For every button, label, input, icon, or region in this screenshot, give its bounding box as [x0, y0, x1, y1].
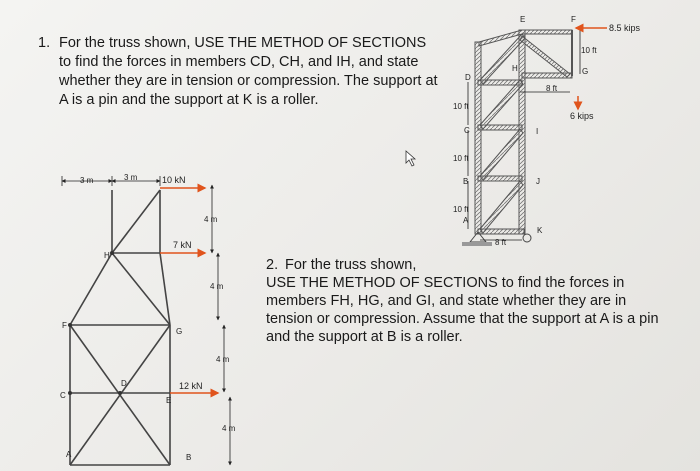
dim-10ft-2: 10 ft — [453, 154, 469, 163]
joint — [118, 391, 122, 395]
dim-10ft-1: 10 ft — [453, 102, 469, 111]
node2-k: K — [537, 226, 543, 235]
node-b: B — [186, 453, 192, 462]
node2-a: A — [463, 216, 469, 225]
node2-i: I — [536, 127, 539, 136]
load-6-kips: 6 kips — [570, 111, 594, 121]
node-a: A — [66, 450, 72, 459]
node-f: F — [62, 321, 67, 330]
node-c: C — [60, 391, 66, 400]
node2-g: G — [582, 67, 589, 76]
dim-10ft-3: 10 ft — [453, 205, 469, 214]
problem-2-lead: For the truss shown, — [285, 257, 417, 273]
truss-2-diagram — [462, 28, 607, 246]
problem-1-number: 1. — [38, 35, 51, 51]
dim-4m-1: 4 m — [204, 215, 218, 224]
dim-8ft-bottom: 8 ft — [495, 238, 507, 247]
problem-1-text: For the truss shown, USE THE METHOD OF SECTIONS to find the forces in members CD, CH, and IH, and state whether they are in tension or compression. The support at A is a pin and the support at K is a roller. — [59, 35, 438, 108]
dim-10ft-top: 10 ft — [581, 46, 597, 55]
joint — [68, 323, 72, 327]
node2-f: F — [571, 15, 576, 24]
node2-h: H — [512, 64, 518, 73]
dim-3m-left: 3 m — [80, 176, 94, 185]
dim-8ft-top: 8 ft — [546, 84, 558, 93]
node-e: E — [166, 396, 172, 405]
dim-4m-2: 4 m — [210, 282, 224, 291]
node-h: H — [104, 251, 110, 260]
node-d: D — [121, 379, 127, 388]
problem-2-number: 2. — [266, 257, 279, 273]
truss-1-members — [70, 190, 170, 465]
node2-e: E — [520, 15, 526, 24]
dim-3m-right: 3 m — [124, 173, 138, 182]
joint — [110, 251, 114, 255]
load-7kn: 7 kN — [173, 240, 192, 250]
load-10kn: 10 kN — [162, 175, 186, 185]
dim-4m-3: 4 m — [216, 355, 230, 364]
node2-c: C — [464, 126, 470, 135]
load-12kn: 12 kN — [179, 381, 203, 391]
node2-b: B — [463, 177, 469, 186]
dim-4m-4: 4 m — [222, 424, 236, 433]
joint — [68, 391, 72, 395]
load-8-5-kips: 8.5 kips — [609, 23, 641, 33]
problem-2-text: USE THE METHOD OF SECTIONS to find the forces in members FH, HG, and GI, and state whether they are in tension or compression. Assume that the support at A is a pin and the support at B is a roller. — [266, 275, 659, 345]
node2-j: J — [536, 177, 540, 186]
node-g: G — [176, 327, 183, 336]
mouse-cursor-icon — [406, 151, 415, 166]
node2-d: D — [465, 73, 471, 82]
